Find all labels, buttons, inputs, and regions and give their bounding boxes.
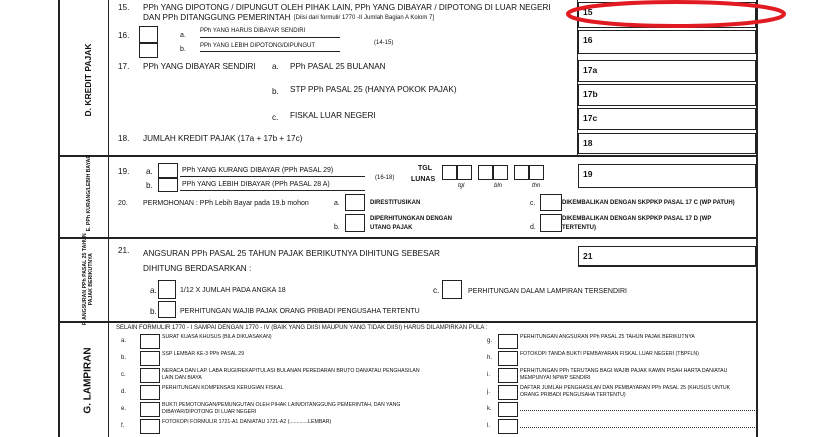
row21-line2: DIHITUNG BERDASARKAN : — [143, 264, 252, 273]
row21a-text: 1/12 X JUMLAH PADA ANGKA 18 — [180, 287, 286, 294]
row20d-letter: d. — [530, 224, 536, 231]
row16b-underline — [200, 51, 340, 52]
row19-number: 19. — [118, 167, 130, 176]
row17b-letter: b. — [272, 87, 279, 96]
lampiran-item-checkbox[interactable] — [498, 351, 518, 366]
section-d-label: D. KREDIT PAJAK — [83, 43, 93, 117]
row19-lunas-label: LUNAS — [411, 176, 436, 183]
lampiran-item-letter: f. — [121, 423, 125, 429]
row19-formula: (16-18) — [375, 175, 395, 181]
row19-date-year-1[interactable] — [514, 165, 529, 180]
lampiran-item-checkbox[interactable] — [498, 402, 518, 417]
lampiran-item-text: LAIN DAN BIAYA — [162, 375, 202, 381]
row19b-underline — [180, 190, 365, 191]
row20c-letter: c. — [530, 200, 536, 207]
lampiran-item-text: DIBAYAR/DIPOTONG DI LUAR NEGERI — [162, 409, 257, 415]
row20c-text: DIKEMBALIKAN DENGAN SKPPKP PASAL 17 C (WP PATUH) — [562, 200, 735, 206]
section-separator-f-g — [58, 321, 758, 323]
row20b-letter: b. — [334, 224, 340, 231]
lampiran-item-checkbox[interactable] — [140, 419, 160, 434]
row21c-checkbox[interactable] — [442, 280, 462, 299]
row18-value-box[interactable]: 18 — [578, 133, 756, 154]
lampiran-item-text: BUKTI PEMOTONGAN/PEMUNGUTAN OLEH PIHAK LAIN/DITANGGUNG PEMERINTAH, DAN YANG — [162, 402, 401, 408]
row19-value-box[interactable]: 19 — [578, 164, 756, 188]
lampiran-item-text: FOTOKOPI TANDA BUKTI PEMBAYARAN FISKAL LUAR NEGERI (TBPFLN) — [520, 351, 699, 357]
row19a-letter: a. — [146, 167, 153, 176]
row20b-text-1: DIPERHITUNGKAN DENGAN — [370, 216, 453, 222]
row19a-checkbox[interactable] — [158, 163, 178, 178]
row20a-checkbox[interactable] — [345, 194, 365, 211]
lampiran-item-text: SSP LEMBAR KE-3 PPh PASAL 29 — [162, 351, 245, 357]
row21b-letter: b. — [150, 307, 157, 316]
lampiran-intro: SELAIN FORMULIR 1770 - I SAMPAI DENGAN 1770 - IV (BAIK YANG DIISI MAUPUN YANG TIDAK DIISI) HARUS DILAMPIRKAN PULA : — [116, 325, 488, 331]
row17a-value-box[interactable]: 17a — [578, 60, 756, 82]
lampiran-item-checkbox[interactable] — [498, 334, 518, 349]
lampiran-item-text: NERACA DAN LAP. LABA RUGI/REKAPITULASI BULANAN PEREDARAN BRUTO DAN/ATAU PENGHASILAN — [162, 368, 420, 374]
row19-date-year-2[interactable] — [529, 165, 544, 180]
row17-text: PPh YANG DIBAYAR SENDIRI — [143, 62, 256, 71]
row16a-text: PPh YANG HARUS DIBAYAR SENDIRI — [200, 28, 306, 34]
row17c-letter: c. — [272, 113, 279, 122]
row21a-letter: a. — [150, 286, 157, 295]
lampiran-item-text: FOTOKOPI FORMULIR 1721-A1 DAN/ATAU 1721-A2 (.............LEMBAR) — [162, 419, 332, 425]
section-divider-column — [108, 0, 109, 437]
lampiran-item-text: ORANG PRIBADI PENGUSAHA TERTENTU) — [520, 392, 626, 398]
lampiran-item-letter: d. — [121, 389, 127, 395]
lampiran-item-letter: l. — [487, 423, 490, 429]
row19a-text: PPh YANG KURANG DIBAYAR (PPh PASAL 29) — [182, 167, 334, 174]
row21a-checkbox[interactable] — [158, 280, 176, 299]
row18-text: JUMLAH KREDIT PAJAK (17a + 17b + 17c) — [143, 134, 303, 143]
row21c-text: PERHITUNGAN DALAM LAMPIRAN TERSENDIRI — [468, 288, 627, 295]
lampiran-item-checkbox[interactable] — [140, 334, 160, 349]
frame-right-border — [756, 0, 758, 437]
row20-text: PERMOHONAN : PPh Lebih Bayar pada 19.b mohon — [143, 200, 309, 207]
row20a-text: DIRESTITUSIKAN — [370, 200, 421, 206]
lampiran-item-letter: k. — [487, 406, 492, 412]
row17a-text: PPh PASAL 25 BULANAN — [290, 62, 386, 71]
lampiran-item-text: MEMPUNYAI NPWP SENDIRI — [520, 375, 591, 381]
lampiran-item-letter: j. — [487, 389, 490, 395]
row16b-letter: b. — [180, 46, 186, 53]
section-e-label: E. PPh KURANG/LEBIH BAYAR — [85, 154, 92, 232]
row19b-checkbox[interactable] — [158, 178, 178, 192]
row20c-checkbox[interactable] — [540, 194, 562, 211]
row16a-checkbox[interactable] — [139, 26, 158, 43]
section-g-label: G. LAMPIRAN — [82, 347, 94, 414]
row19b-text: PPh YANG LEBIH DIBAYAR (PPh PASAL 28 A) — [182, 181, 330, 188]
row19-date-year-label: thn — [532, 183, 541, 189]
row17b-text: STP PPh PASAL 25 (HANYA POKOK PAJAK) — [290, 85, 457, 94]
lampiran-item-text: SURAT KUASA KHUSUS (BILA DIKUASAKAN) — [162, 334, 272, 340]
lampiran-item-text: DAFTAR JUMLAH PENGHASILAN DAN PEMBAYARAN PPh PASAL 25 (KHUSUS UNTUK — [520, 385, 731, 391]
row15-value-box[interactable]: 15 — [578, 2, 756, 28]
row16a-underline — [200, 37, 340, 38]
row20d-checkbox[interactable] — [540, 214, 562, 232]
section-f-label: F. ANGSURAN PPh PASAL 25 TAHUN PAJAK BERIKUTNYA — [81, 233, 94, 326]
lampiran-item-checkbox[interactable] — [140, 385, 160, 400]
lampiran-item-letter: b. — [121, 355, 127, 361]
lampiran-item-checkbox[interactable] — [140, 351, 160, 366]
row19-date-month-2[interactable] — [493, 165, 508, 180]
lampiran-item-checkbox[interactable] — [140, 368, 160, 383]
row21b-text: PERHITUNGAN WAJIB PAJAK ORANG PRIBADI PENGUSAHA TERTENTU — [180, 308, 420, 315]
row15-line2: DAN PPh DITANGGUNG PEMERINTAH — [143, 13, 291, 22]
lampiran-item-letter: c. — [121, 372, 126, 378]
row21c-letter: c. — [433, 286, 440, 295]
row16-number: 16. — [118, 31, 130, 40]
row16-formula: (14-15) — [374, 40, 394, 46]
lampiran-item-blank-line[interactable] — [520, 427, 755, 428]
row21-number: 21. — [118, 246, 130, 255]
section-separator-d-e — [58, 155, 758, 157]
row20b-text-2: UTANG PAJAK — [370, 225, 413, 231]
row19-date-day-label: tgl — [458, 183, 465, 189]
row16a-letter: a. — [180, 32, 186, 39]
row17c-value-box[interactable]: 17c — [578, 108, 756, 130]
lampiran-item-letter: h. — [487, 355, 493, 361]
lampiran-item-blank-line[interactable] — [520, 410, 755, 411]
lampiran-item-checkbox[interactable] — [498, 385, 518, 400]
row19-tgl-label: TGL — [418, 165, 432, 172]
highlight-ellipse-annotation — [556, 0, 802, 30]
row19-date-day-1[interactable] — [442, 165, 457, 180]
row20b-checkbox[interactable] — [345, 214, 365, 232]
row20d-text-2: TERTENTU) — [562, 225, 596, 231]
lampiran-item-text: PERHITUNGAN ANGSURAN PPh PASAL 25 TAHUN PAJAK BERIKUTNYA — [520, 334, 695, 340]
row15-note: [Diisi dari formulir 1770 -II Jumlah Bagian A Kolom 7] — [294, 15, 435, 21]
lampiran-item-checkbox[interactable] — [498, 419, 518, 434]
lampiran-item-letter: a. — [121, 338, 127, 344]
row20a-letter: a. — [334, 200, 340, 207]
section-separator-e-f — [58, 237, 758, 239]
lampiran-item-checkbox[interactable] — [498, 368, 518, 383]
row19-date-day-2[interactable] — [457, 165, 472, 180]
lampiran-item-checkbox[interactable] — [140, 402, 160, 417]
lampiran-item-letter: e. — [121, 406, 127, 412]
row16-value-box[interactable]: 16 — [578, 30, 756, 54]
lampiran-item-text: PERHITUNGAN KOMPENSASI KERUGIAN FISKAL — [162, 385, 284, 391]
row21-line1: ANGSURAN PPh PASAL 25 TAHUN PAJAK BERIKUTNYA DIHITUNG SEBESAR — [143, 249, 440, 258]
row17b-value-box[interactable]: 17b — [578, 84, 756, 106]
row17a-letter: a. — [272, 62, 279, 71]
row21-value-underline — [578, 266, 756, 267]
frame-left-border — [58, 0, 60, 437]
row21b-checkbox[interactable] — [158, 301, 176, 318]
row19-date-month-1[interactable] — [478, 165, 493, 180]
lampiran-item-letter: i. — [487, 372, 490, 378]
row20d-text-1: DIKEMBALIKAN DENGAN SKPPKP PASAL 17 D (WP — [562, 216, 712, 222]
row16b-text: PPh YANG LEBIH DIPOTONG/DIPUNGUT — [200, 43, 316, 49]
row18-number: 18. — [118, 134, 130, 143]
row17-number: 17. — [118, 62, 130, 71]
row20-number: 20. — [118, 200, 128, 207]
lampiran-item-letter: g. — [487, 338, 493, 344]
row19b-letter: b. — [146, 181, 153, 190]
lampiran-item-text: PERHITUNGAN PPh TERUTANG BAGI WAJIB PAJAK KAWIN PISAH HARTA DAN/ATAU — [520, 368, 728, 374]
row15-number: 15. — [118, 3, 130, 12]
row19a-underline — [180, 176, 365, 177]
row21-value-box[interactable]: 21 — [578, 246, 756, 266]
row17c-text: FISKAL LUAR NEGERI — [290, 111, 376, 120]
row19-date-month-label: bln — [494, 183, 503, 189]
row16b-checkbox[interactable] — [139, 43, 158, 58]
row15-line1: PPh YANG DIPOTONG / DIPUNGUT OLEH PIHAK LAIN, PPh YANG DIBAYAR / DIPOTONG DI LUAR NEGERI — [143, 3, 551, 12]
